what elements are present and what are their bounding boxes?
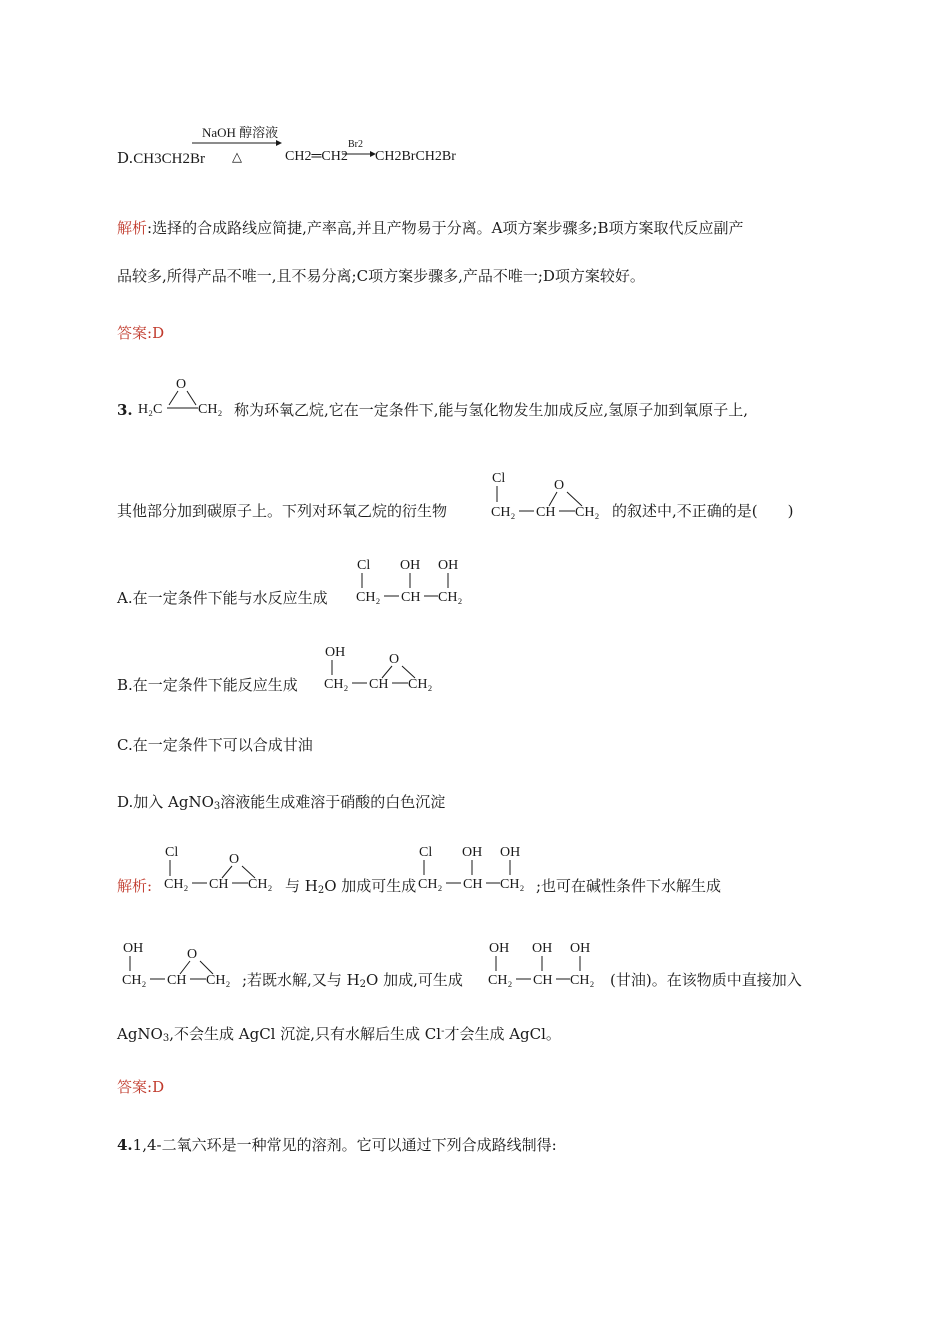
q3-text-c: 的叙述中,不正确的是( ) [612, 502, 794, 520]
svg-text:CH₂: CH₂ [356, 590, 381, 605]
condition-naoh: NaOH 醇溶液 [202, 125, 279, 140]
question-number: 4. [117, 1136, 133, 1154]
svg-text:Cl: Cl [492, 471, 506, 486]
svg-text:CH₂: CH₂ [438, 590, 463, 605]
answer-value: :D [147, 324, 165, 342]
svg-text:CH: CH [536, 505, 556, 520]
svg-text:OH: OH [570, 941, 591, 956]
svg-text:OH: OH [532, 941, 553, 956]
question-number: 3. [117, 401, 133, 419]
option-c: C.在一定条件下可以合成甘油 [117, 736, 313, 754]
svg-text:OH: OH [400, 558, 421, 573]
svg-text:CH: CH [463, 877, 483, 892]
answer-label: 答案 [117, 1078, 148, 1096]
svg-text:CH₂: CH₂ [570, 973, 595, 988]
svg-text:CH₂: CH₂ [575, 505, 600, 520]
svg-text:CH: CH [369, 677, 389, 692]
svg-text:OH: OH [325, 645, 346, 660]
answer-value: :D [147, 1078, 165, 1096]
svg-text:OH: OH [500, 845, 521, 860]
svg-text:CH: CH [401, 590, 421, 605]
answer-label: 答案 [117, 324, 148, 342]
option-a-structure [352, 553, 477, 609]
svg-text:CH₂: CH₂ [418, 877, 443, 892]
svg-text:CH: CH [209, 877, 229, 892]
intermediate: CH2═CH2 [285, 149, 348, 164]
condition-heat: △ [232, 149, 242, 164]
analysis-2-t4: (甘油)。在该物质中直接加入 [610, 971, 802, 989]
q3-line-1 [117, 400, 133, 420]
svg-text:OH: OH [438, 558, 459, 573]
svg-text:CH₂: CH₂ [198, 402, 223, 417]
analysis-2-t1: 与 $H_2O$ 加成可生成 [285, 877, 417, 896]
svg-text:OH: OH [462, 845, 483, 860]
svg-text:CH₂: CH₂ [324, 677, 349, 692]
svg-text:CH₂: CH₂ [122, 973, 147, 988]
q4-line: 4.1,4-二氧六环是一种常见的溶剂。它可以通过下列合成路线制得: [117, 1136, 557, 1154]
chloro-epoxide-structure [487, 466, 612, 524]
svg-text:Cl: Cl [165, 845, 179, 860]
analysis-1-line-2 [117, 266, 645, 286]
q3-text-a: 称为环氧乙烷,它在一定条件下,能与氢化物发生加成反应,氢原子加到氧原子上, [234, 401, 749, 419]
svg-text:O: O [389, 652, 400, 667]
analysis-text: :选择的合成路线应简捷,产率高,并且产物易于分离。A项方案步骤多;B项方案取代反应副产 [147, 219, 744, 237]
analysis-1-line-1 [117, 218, 744, 238]
analysis-2-t3: ;若既水解,又与 $H_2O$ 加成,可生成 [242, 971, 463, 990]
option-b-structure [320, 638, 445, 696]
analysis-glycerol [484, 934, 609, 990]
option-a: A.在一定条件下能与水反应生成 [117, 589, 328, 607]
svg-text:CH₂: CH₂ [491, 505, 516, 520]
answer-2 [117, 1077, 164, 1097]
svg-text:CH₂: CH₂ [164, 877, 189, 892]
option-d: D.加入 AgNO$_3$溶液能生成难溶于硝酸的白色沉淀 [117, 793, 446, 812]
analysis-chloro-epoxide [160, 840, 285, 898]
analysis-chlorodiol [414, 840, 539, 896]
svg-text:O: O [229, 852, 240, 867]
analysis-2-t2: ;也可在碱性条件下水解生成 [536, 877, 722, 895]
svg-text:H₂C: H₂C [138, 402, 163, 417]
svg-text:CH₂: CH₂ [206, 973, 231, 988]
svg-text:CH₂: CH₂ [488, 973, 513, 988]
svg-text:CH₂: CH₂ [248, 877, 273, 892]
analysis-2-line-3: AgNO$_3$,不会生成 AgCl 沉淀,只有水解后生成 Cl-才会生成 AgCl。 [117, 1025, 561, 1044]
svg-text:Cl: Cl [419, 845, 433, 860]
q3-line-2: 其他部分加到碳原子上。下列对环氧乙烷的衍生物 [117, 502, 448, 520]
svg-text:Cl: Cl [357, 558, 371, 573]
product: CH2BrCH2Br [375, 149, 456, 164]
svg-text:O: O [554, 478, 565, 493]
svg-text:OH: OH [489, 941, 510, 956]
analysis-text: 品较多,所得产品不唯一,且不易分离;C项方案步骤多,产品不唯一;D项方案较好。 [117, 267, 645, 285]
svg-text:CH: CH [167, 973, 187, 988]
svg-text:O: O [187, 947, 198, 962]
svg-text:CH₂: CH₂ [408, 677, 433, 692]
svg-text:OH: OH [123, 941, 144, 956]
option-b: B.在一定条件下能反应生成 [117, 676, 298, 694]
reaction-arrows [190, 122, 470, 172]
analysis-label: 解析 [117, 877, 148, 895]
svg-text:O: O [176, 377, 187, 392]
reactant: CH3CH2Br [133, 151, 205, 167]
condition-br2: Br2 [348, 139, 363, 150]
svg-text:CH: CH [533, 973, 553, 988]
analysis-2-line-1: 解析: [117, 877, 153, 895]
analysis-label: 解析 [117, 219, 148, 237]
answer-1 [117, 323, 164, 343]
analysis-hydroxy-epoxide [118, 934, 243, 992]
epoxide-structure [138, 373, 233, 418]
svg-text:CH₂: CH₂ [500, 877, 525, 892]
option-label: D. [117, 149, 134, 167]
